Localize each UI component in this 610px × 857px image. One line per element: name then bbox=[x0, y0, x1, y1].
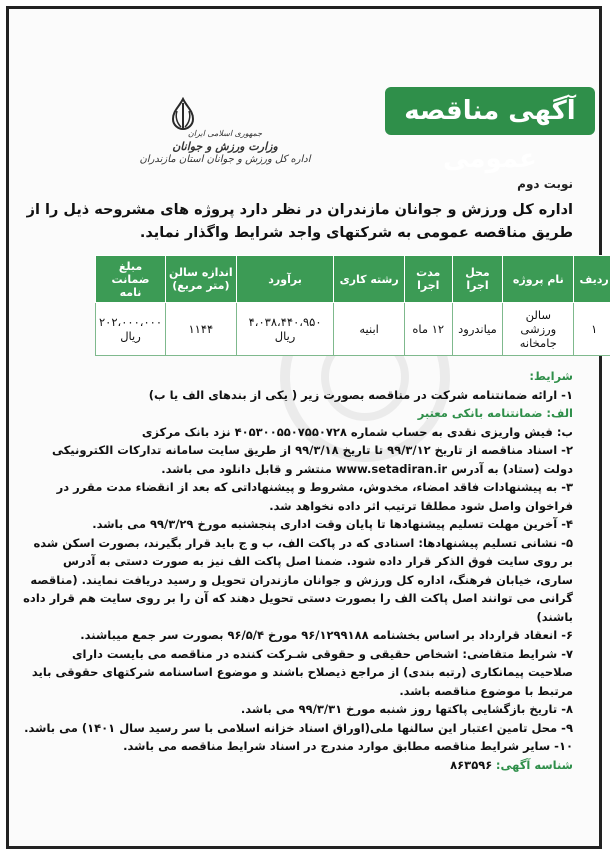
org-line: اداره کل ورزش و جوانان استان مازندران bbox=[139, 154, 311, 165]
condition-item: ۹- محل تامین اعتبار این سالنها ملی(اوراق اسناد خزانه اسلامی با سر رسید سال ۱۴۰۱) می باشد. bbox=[24, 720, 573, 735]
organization-name bbox=[125, 127, 325, 166]
publication-round: نوبت دوم bbox=[517, 177, 573, 191]
condition-item: ۵- نشانی تسلیم پیشنهادها: اسنادی که در پاکت الف، ب و ج باید قرار بگیرند، بصورت اسکن شده بر روی سایت فوق الذکر قرار داده شود. ضمنا اصل پاکت الف نیز به صورت دستی به آدرس ساری، خیابان فرهنگ، اداره کل ورزش و جوانان مازندران تحویل و رسید دریافت نمایند. (مناقصه گرانی می توانند اصل پاکت الف را بصورت دستی تحویل دهند که آن را بر روی سایت هم قرار داده باشند) bbox=[23, 535, 573, 624]
col-header: برآورد bbox=[236, 256, 334, 303]
ad-id-line bbox=[23, 756, 573, 775]
conditions-section bbox=[23, 367, 573, 774]
ad-id-value: ۸۶۳۵۹۶ bbox=[450, 757, 493, 772]
table-cell: ابنیه bbox=[334, 303, 404, 356]
table-cell: ۱ bbox=[574, 303, 610, 356]
col-header: رشته کاری bbox=[334, 256, 404, 303]
table-header-row bbox=[96, 256, 610, 303]
ad-title-banner: آگهی مناقصه عمومی bbox=[385, 87, 595, 135]
condition-item: ۷- شرایط متقاضی: اشخاص حقیقی و حقوقی شـرکت کننده در مناقصه می بایست دارای صلاحیت پیمانکاری (رتبه بندی) از مراجع ذیصلاح باشند و موضوع اساسنامه شرکتهای حقوقی باید مرتبط با موضوع مناقصه باشد. bbox=[31, 646, 573, 698]
ad-content bbox=[23, 27, 609, 849]
condition-item: ۶- انعقاد قرارداد بر اساس بخشنامه ۹۶/۱۲۹۹۱۸۸ مورخ ۹۶/۵/۴ بصورت سر جمع میباشند. bbox=[80, 628, 573, 642]
intro-paragraph: اداره کل ورزش و جوانان مازندران در نظر دارد پروژه های مشروحه ذیل را از طریق مناقصه عمومی به شرکتهای واجد شرایط واگذار نماید. bbox=[26, 202, 573, 241]
projects-table bbox=[95, 255, 610, 356]
table-cell: میاندرود bbox=[452, 303, 503, 356]
table-cell: ۱۲ ماه bbox=[404, 303, 452, 356]
col-header: مدت اجرا bbox=[404, 256, 452, 303]
condition-item: ب: فیش واریزی نقدی به حساب شماره ۴۰۵۳۰۰۵۵۰۷۵۵۰۷۲۸ نزد بانک مرکزی bbox=[141, 424, 573, 439]
col-header: مبلغ ضمانت نامه bbox=[96, 256, 166, 303]
condition-item: ۲- اسناد مناقصه از تاریخ ۹۹/۳/۱۲ تا تاریخ ۹۹/۳/۱۸ از طریق سایت سامانه تدارکات الکترونیکی دولت (ستاد) به آدرس www.setadiran.ir منتشر و قابل دانلود می باشد. bbox=[51, 443, 573, 476]
condition-item: ۸- تاریخ بازگشایی پاکتها روز شنبه مورخ ۹۹/۳/۳۱ می باشد. bbox=[240, 702, 573, 716]
col-header: محل اجرا bbox=[452, 256, 503, 303]
condition-item: ۱- ارائه ضمانتنامه شرکت در مناقصه بصورت زیر ( یکی از بندهای الف یا ب) bbox=[148, 387, 573, 402]
ad-id-label: شناسه آگهی: bbox=[495, 757, 573, 772]
table-row bbox=[96, 303, 610, 356]
conditions-heading: شرایط: bbox=[529, 369, 573, 383]
table-cell: ۴،۰۳۸،۴۴۰،۹۵۰ ریال bbox=[236, 303, 334, 356]
table-cell: ۱۱۴۴ bbox=[166, 303, 237, 356]
condition-item: ۴- آخرین مهلت تسلیم پیشنهادها تا پایان وقت اداری پنجشنبه مورخ ۹۹/۳/۲۹ می باشد. bbox=[92, 517, 573, 531]
org-line: جمهوری اسلامی ایران bbox=[187, 129, 263, 138]
col-header: اندازه سالن (متر مربع) bbox=[166, 256, 237, 303]
table-cell: سالن ورزشی جامخانه bbox=[503, 303, 574, 356]
col-header: نام پروژه bbox=[503, 256, 574, 303]
org-line: وزارت ورزش و جوانان bbox=[172, 140, 278, 153]
condition-item: ۱۰- سایر شرایط مناقصه مطابق موارد مندرج در اسناد شرایط مناقصه می باشد. bbox=[123, 739, 573, 753]
condition-item: ۳- به پیشنهادات فاقد امضاء، مخدوش، مشروط و پیشنهاداتی که بعد از انقضاء مدت مقرر در فراخوان واصل شود مطلقا ترتیب اثر داده نخواهد شد. bbox=[56, 480, 573, 513]
table-cell: ۲۰۲،۰۰۰،۰۰۰ ریال bbox=[96, 303, 166, 356]
col-header: ردیف bbox=[574, 256, 610, 303]
ad-frame bbox=[6, 6, 609, 849]
condition-item: الف: ضمانتنامه بانکی معتبر bbox=[417, 406, 573, 420]
iran-emblem-icon bbox=[159, 97, 207, 131]
